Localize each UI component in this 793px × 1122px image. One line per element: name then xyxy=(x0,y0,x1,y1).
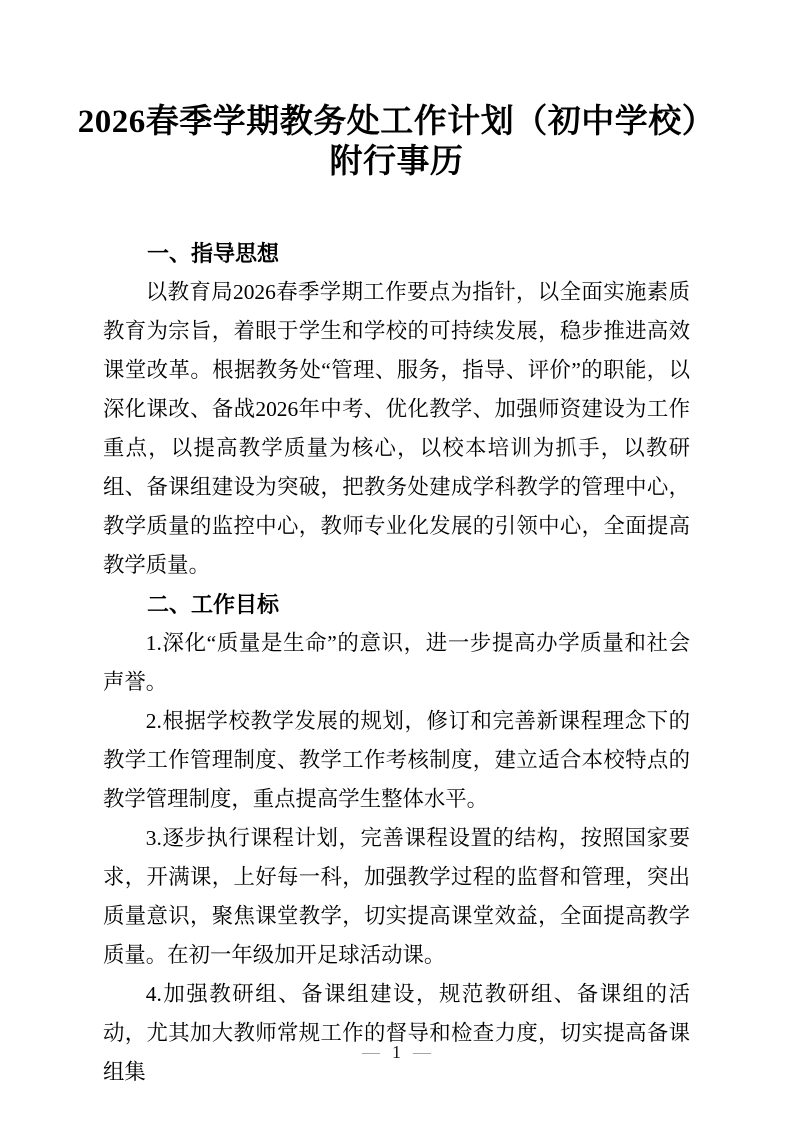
document-title xyxy=(0,0,793,182)
section-heading-work-goals: 二、工作目标 xyxy=(147,592,280,617)
page-footer xyxy=(0,1042,793,1062)
page-number: 1 xyxy=(392,1042,401,1062)
paragraph: 3.逐步执行课程计划，完善课程设置的结构，按照国家要求，开满课，上好每一科，加强教学过程的监督和管理，突出质量意识，聚焦课堂教学，切实提高课堂效益，全面提高教学质量。在初一年级加开足球活动课。 xyxy=(103,826,690,967)
section-heading-guiding-ideology: 一、指导思想 xyxy=(147,241,280,266)
title-line-2: 附行事历 xyxy=(329,144,464,180)
paragraph: 4.加强教研组、备课组建设，规范教研组、备课组的活动，尤其加大教师常规工作的督导和检查力度，切实提高备课组集 xyxy=(103,982,690,1084)
footer-dash-left: — xyxy=(362,1042,380,1062)
paragraph: 2.根据学校教学发展的规划，修订和完善新课程理念下的教学工作管理制度、教学工作考核制度，建立适合本校特点的教学管理制度，重点提高学生整体水平。 xyxy=(103,709,690,811)
paragraph: 以教育局2026春季学期工作要点为指针，以全面实施素质教育为宗旨，着眼于学生和学校的可持续发展，稳步推进高效课堂改革。根据教务处“管理、服务，指导、评价”的职能，以深化课改、备战2026年中考、优化教学、加强师资建设为工作重点，以提高教学质量为核心，以校本培训为抓手，以教研组、备课组建设为突破，把教务处建成学科教学的管理中心，教学质量的监控中心，教师专业化发展的引领中心，全面提高教学质量。 xyxy=(103,280,690,577)
title-line-1: 2026春季学期教务处工作计划（初中学校） xyxy=(77,104,716,140)
paragraph: 1.深化“质量是生命”的意识，进一步提高办学质量和社会声誉。 xyxy=(103,631,690,694)
document-body xyxy=(103,234,690,1092)
footer-dash-right: — xyxy=(413,1042,431,1062)
